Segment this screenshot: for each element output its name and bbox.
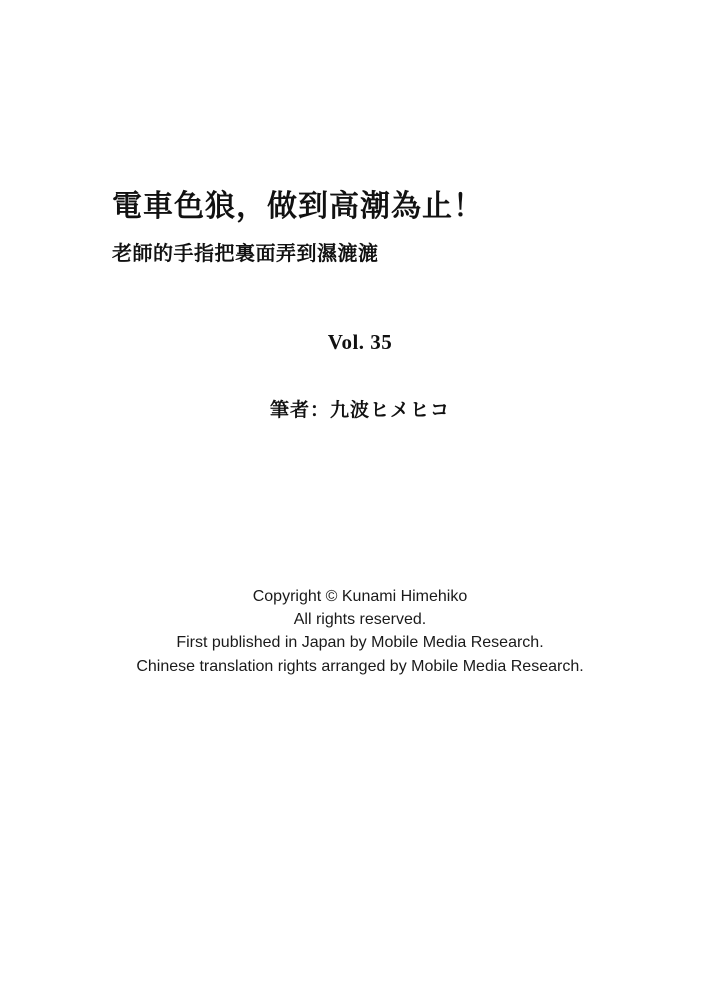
copyright-line-translation: Chinese translation rights arranged by Mobile Media Research. — [136, 657, 584, 675]
copyright-line-rights: All rights reserved. — [293, 611, 427, 629]
copyright-line-holder: Copyright © Kunami Himehiko — [252, 588, 468, 605]
volume-author-block — [0, 330, 720, 422]
copyright-line-publisher: First published in Japan by Mobile Media Research. — [176, 634, 544, 652]
copyright-block — [0, 585, 720, 678]
page-subtitle: 老師的手指把裏面弄到濕漉漉 — [112, 240, 379, 265]
page-title: 電車色狼，做到高潮為止！ — [112, 189, 484, 224]
author-label: 筆者：九波ヒメヒコ — [269, 399, 450, 421]
volume-label: Vol. 35 — [327, 330, 393, 354]
title-block — [0, 188, 720, 266]
